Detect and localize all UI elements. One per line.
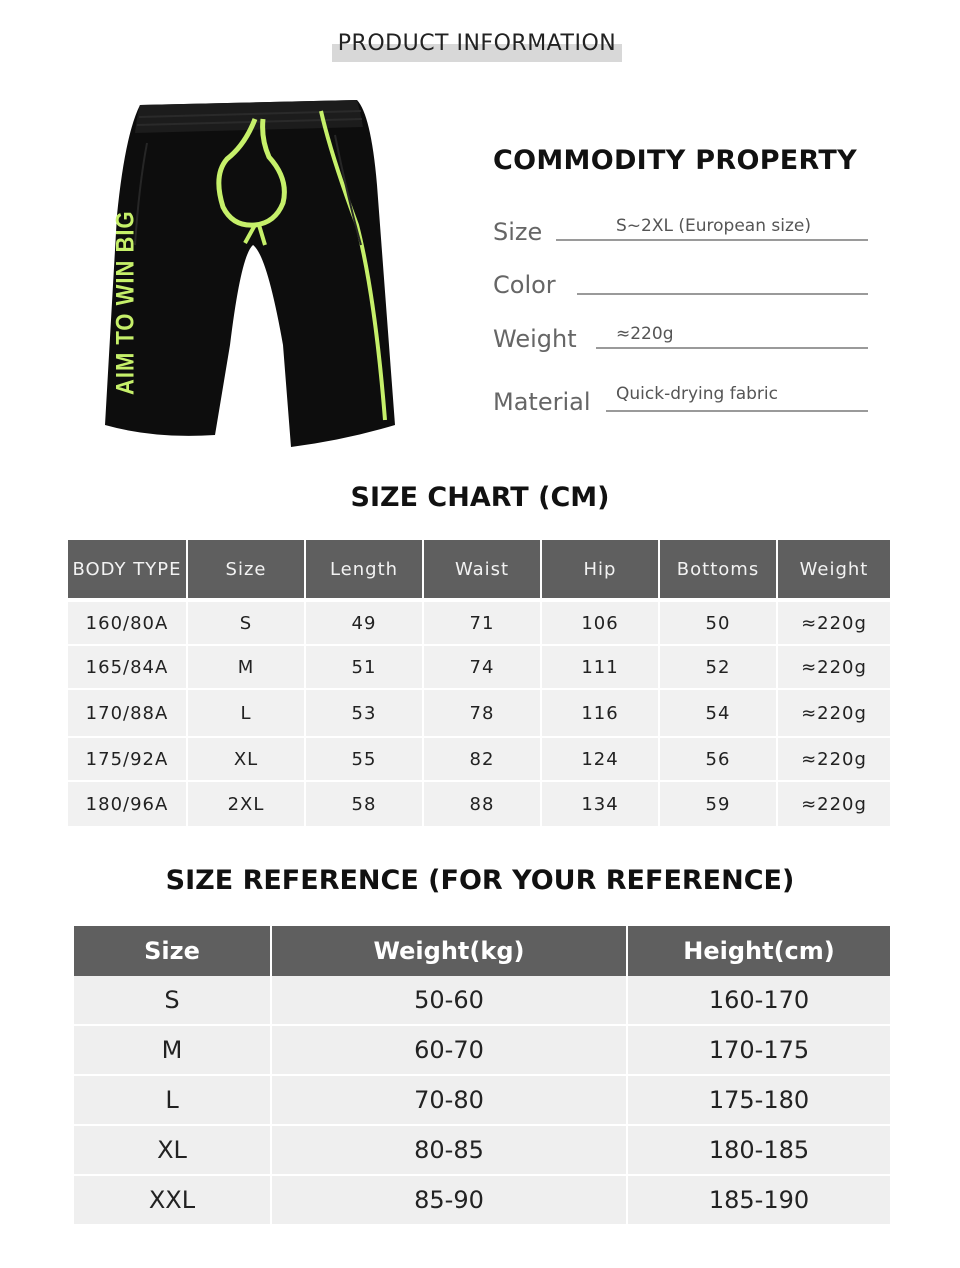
property-size-underline <box>556 239 868 241</box>
cell-height: 180-185 <box>628 1126 890 1176</box>
cell-bottoms: 59 <box>660 782 778 828</box>
cell-size: S <box>188 602 306 646</box>
size-reference-title: SIZE REFERENCE (FOR YOUR REFERENCE) <box>165 865 795 896</box>
property-size-value: S~2XL (European size) <box>616 216 811 236</box>
table-row <box>68 690 890 738</box>
cell-body-type: 175/92A <box>68 738 188 782</box>
cell-weight: 60-70 <box>272 1026 628 1076</box>
cell-weight: ≈220g <box>778 690 890 738</box>
table-row <box>74 1076 890 1126</box>
cell-size: 2XL <box>188 782 306 828</box>
cell-body-type: 160/80A <box>68 602 188 646</box>
cell-hip: 116 <box>542 690 660 738</box>
cell-waist: 88 <box>424 782 542 828</box>
cell-bottoms: 50 <box>660 602 778 646</box>
size-reference-header-row <box>74 926 890 976</box>
cell-bottoms: 56 <box>660 738 778 782</box>
cell-hip: 111 <box>542 646 660 690</box>
property-size-label: Size <box>493 218 543 246</box>
cell-bottoms: 54 <box>660 690 778 738</box>
cell-size: XL <box>74 1126 272 1176</box>
property-weight-underline <box>596 347 868 349</box>
table-row <box>74 1126 890 1176</box>
property-material-underline <box>606 410 868 412</box>
table-row <box>68 646 890 690</box>
cell-weight: 50-60 <box>272 976 628 1026</box>
cell-hip: 106 <box>542 602 660 646</box>
size-chart-header-row <box>68 540 890 602</box>
cell-size: XL <box>188 738 306 782</box>
cell-size: L <box>74 1076 272 1126</box>
cell-height: 170-175 <box>628 1026 890 1076</box>
property-weight-label: Weight <box>493 325 577 353</box>
cell-weight: ≈220g <box>778 646 890 690</box>
header-weight-kg: Weight(kg) <box>272 926 628 976</box>
cell-size: M <box>74 1026 272 1076</box>
cell-hip: 124 <box>542 738 660 782</box>
cell-body-type: 170/88A <box>68 690 188 738</box>
cell-weight: 80-85 <box>272 1126 628 1176</box>
product-image-shorts <box>95 95 415 455</box>
cell-hip: 134 <box>542 782 660 828</box>
cell-weight: 70-80 <box>272 1076 628 1126</box>
cell-waist: 74 <box>424 646 542 690</box>
cell-weight: ≈220g <box>778 782 890 828</box>
cell-size: L <box>188 690 306 738</box>
table-row <box>74 1026 890 1076</box>
header-hip: Hip <box>542 540 660 602</box>
header-bottoms: Bottoms <box>660 540 778 602</box>
cell-size: XXL <box>74 1176 272 1226</box>
property-weight-value: ≈220g <box>616 324 674 344</box>
table-row <box>74 1176 890 1226</box>
table-row <box>74 976 890 1026</box>
cell-length: 51 <box>306 646 424 690</box>
page-banner-title: PRODUCT INFORMATION <box>337 31 617 56</box>
cell-length: 53 <box>306 690 424 738</box>
cell-weight: ≈220g <box>778 738 890 782</box>
cell-weight: 85-90 <box>272 1176 628 1226</box>
cell-weight: ≈220g <box>778 602 890 646</box>
table-row <box>68 782 890 828</box>
cell-height: 185-190 <box>628 1176 890 1226</box>
cell-length: 58 <box>306 782 424 828</box>
svg-text:AIM TO WIN BIG: AIM TO WIN BIG <box>112 210 141 395</box>
header-weight: Weight <box>778 540 890 602</box>
cell-waist: 82 <box>424 738 542 782</box>
cell-body-type: 180/96A <box>68 782 188 828</box>
cell-height: 160-170 <box>628 976 890 1026</box>
property-color-label: Color <box>493 271 556 299</box>
shorts-print-text <box>112 210 140 395</box>
header-length: Length <box>306 540 424 602</box>
cell-height: 175-180 <box>628 1076 890 1126</box>
property-material-label: Material <box>493 388 591 416</box>
size-chart-title: SIZE CHART (CM) <box>350 482 610 513</box>
cell-length: 55 <box>306 738 424 782</box>
cell-body-type: 165/84A <box>68 646 188 690</box>
table-row <box>68 602 890 646</box>
table-row <box>68 738 890 782</box>
commodity-property-title: COMMODITY PROPERTY <box>493 145 857 176</box>
property-material-value: Quick-drying fabric <box>616 384 778 404</box>
header-size: Size <box>74 926 272 976</box>
cell-bottoms: 52 <box>660 646 778 690</box>
cell-length: 49 <box>306 602 424 646</box>
cell-size: M <box>188 646 306 690</box>
header-size: Size <box>188 540 306 602</box>
property-color-underline <box>577 293 868 295</box>
cell-waist: 78 <box>424 690 542 738</box>
size-reference-table <box>74 926 890 1226</box>
cell-waist: 71 <box>424 602 542 646</box>
header-body-type: BODY TYPE <box>68 540 188 602</box>
size-chart-table <box>68 540 890 828</box>
cell-size: S <box>74 976 272 1026</box>
header-waist: Waist <box>424 540 542 602</box>
header-height-cm: Height(cm) <box>628 926 890 976</box>
